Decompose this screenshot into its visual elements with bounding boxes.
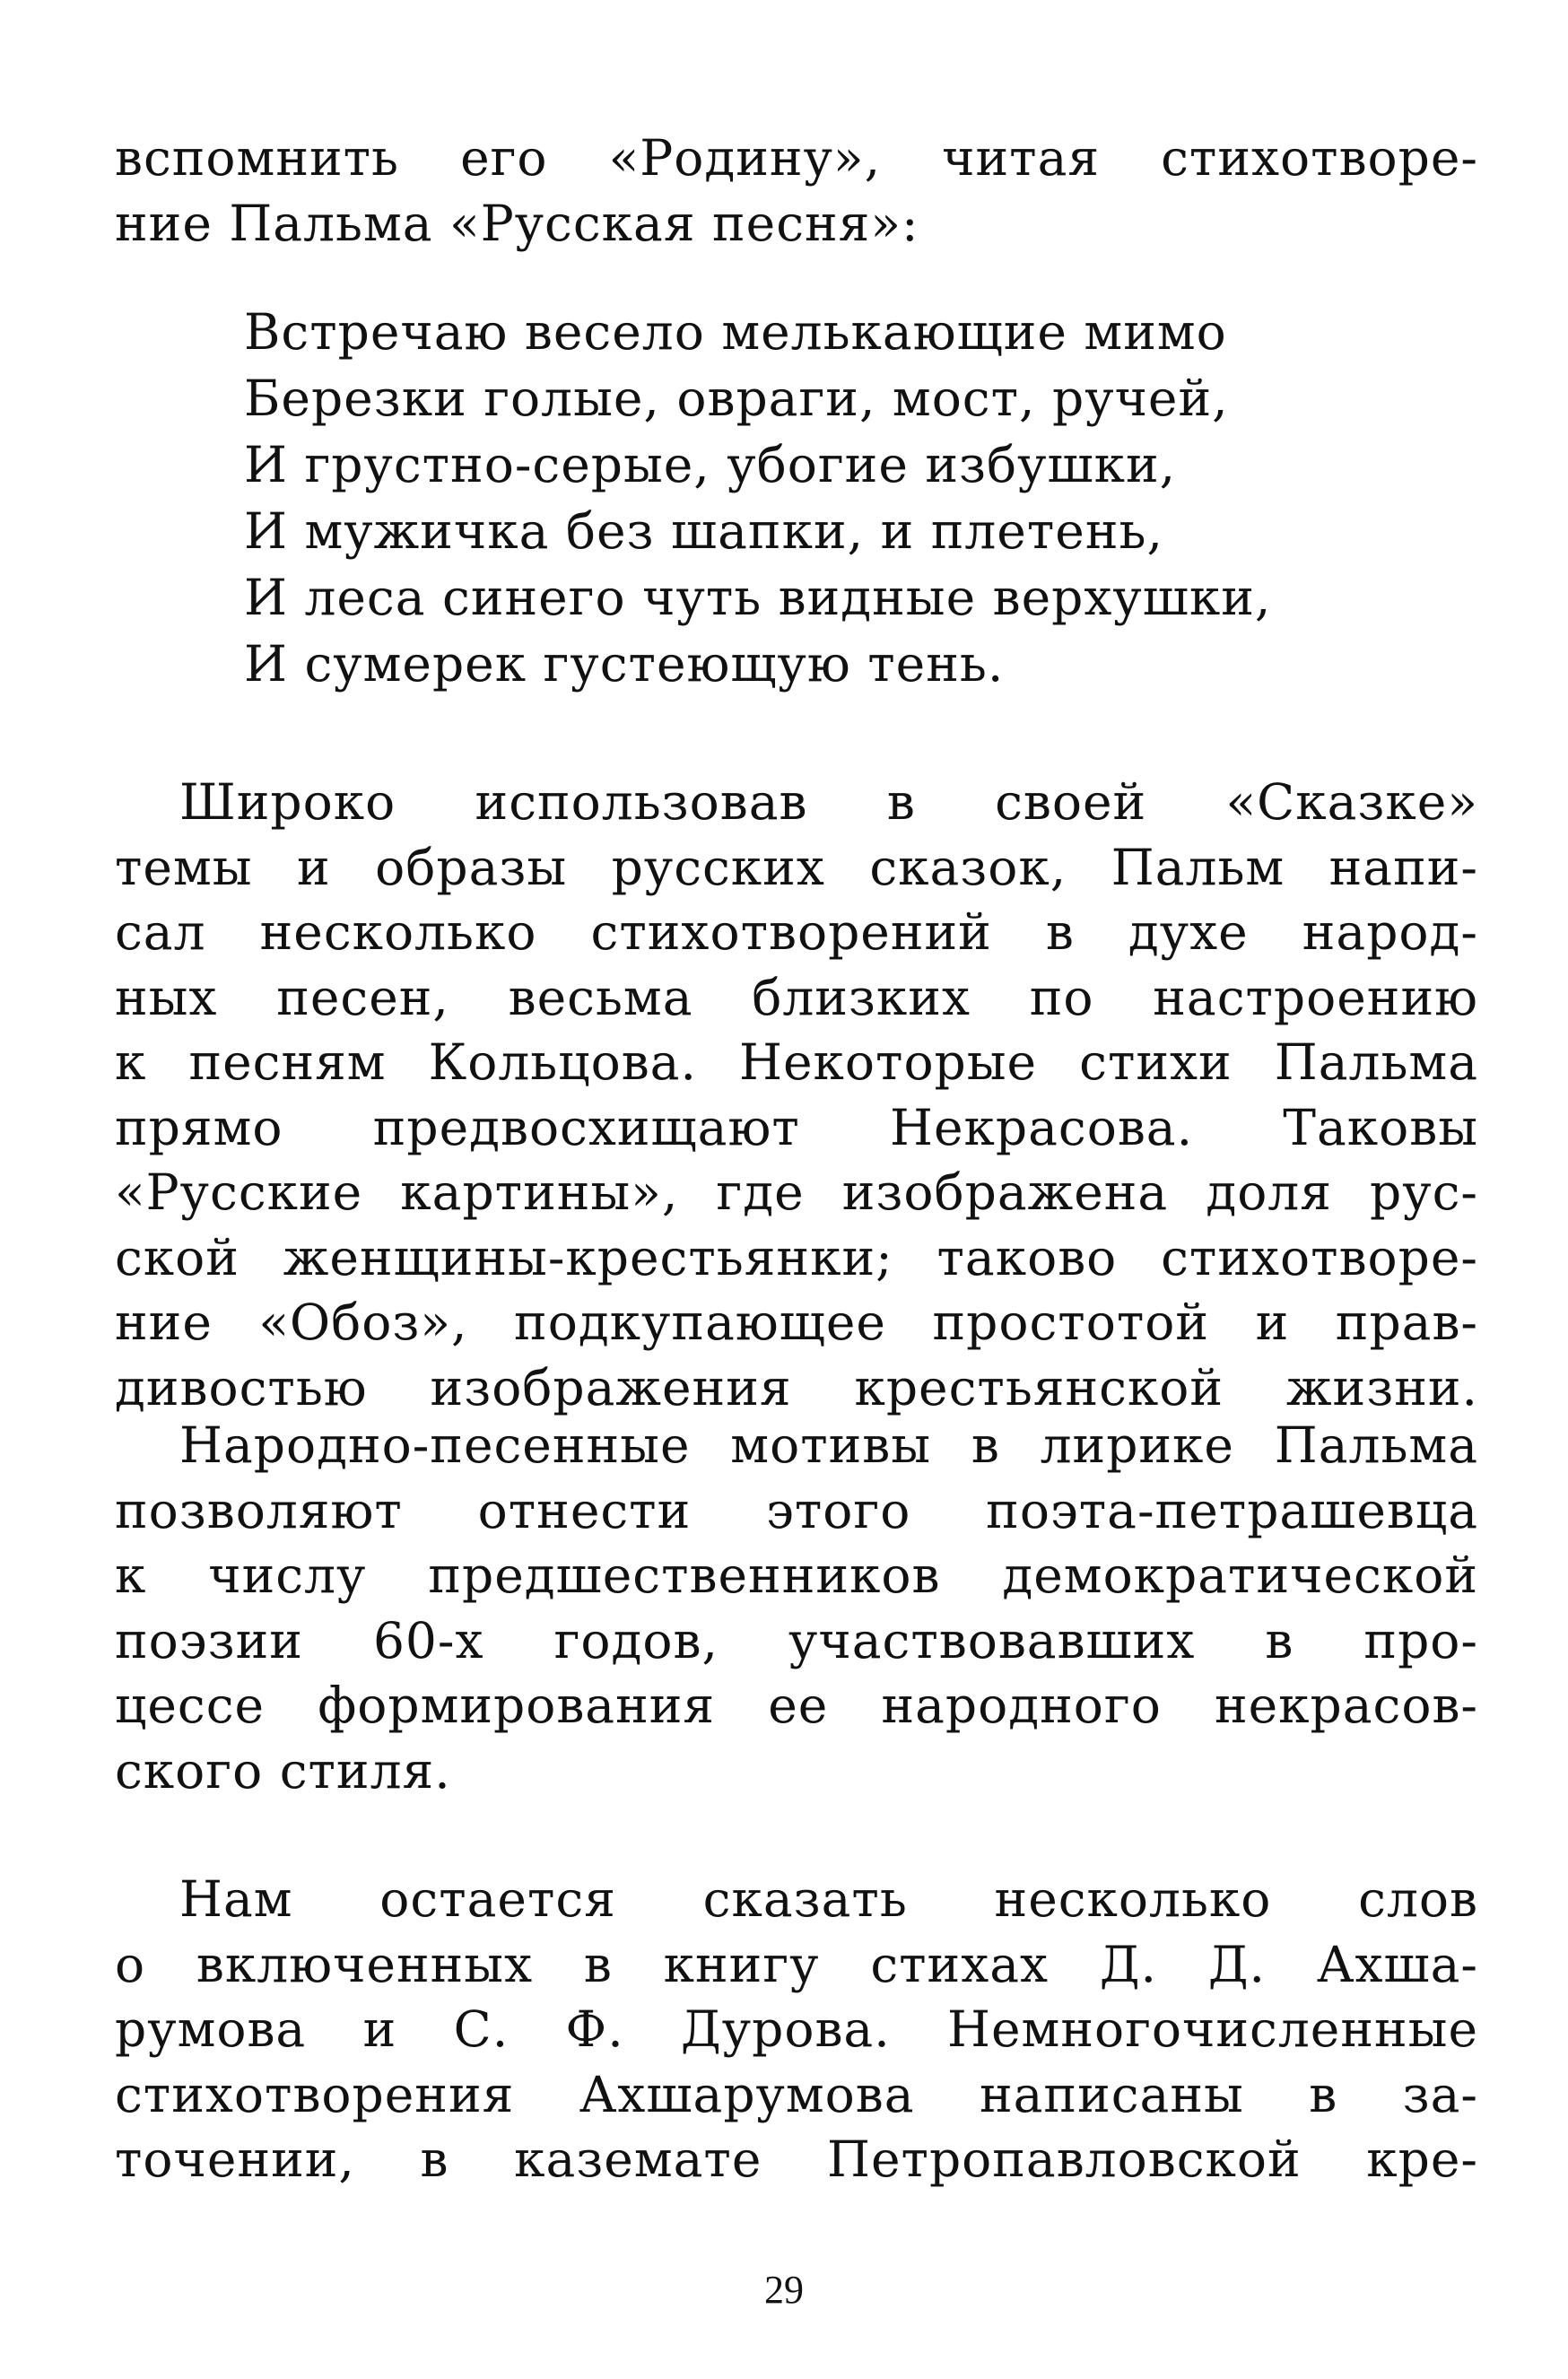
- text-line: к песням Кольцова. Некоторые стихи Пальма: [115, 1033, 1478, 1091]
- text-line: стихотворения Ахшарумова написаны в за-: [115, 2065, 1478, 2123]
- text-line: ных песен, весьма близких по настроению: [115, 968, 1478, 1026]
- paragraph-akhsharumov-durov: [115, 1867, 1478, 2192]
- text-line: румова и С. Ф. Дурова. Немногочисленные: [115, 2000, 1478, 2058]
- poem-line: И сумерек густеющую тень.: [244, 635, 1005, 693]
- text-line: ние «Обоз», подкупающее простотой и прав-: [115, 1294, 1478, 1351]
- text-line: цессе формирования ее народного некрасов-: [115, 1677, 1478, 1734]
- text-line: Народно-песенные мотивы в лирике Пальма: [179, 1416, 1478, 1474]
- poem-line: И мужичка без шапки, и плетень,: [244, 502, 1163, 560]
- poem-line: Березки голые, овраги, мост, ручей,: [244, 370, 1229, 427]
- text-line: ской женщины-крестьянки; таково стихотворе-: [115, 1228, 1478, 1286]
- text-line: сал несколько стихотворений в духе народ-: [115, 903, 1478, 961]
- text-line: о включенных в книгу стихах Д. Д. Ахша-: [115, 1935, 1478, 1993]
- poem-line: И грустно-серые, убогие избушки,: [244, 436, 1177, 493]
- text-line: дивостью изображения крестьянской жизни.: [115, 1358, 1478, 1416]
- paragraph-folk-motifs: [115, 1413, 1478, 1803]
- poem-line: И леса синего чуть видные верхушки,: [244, 569, 1272, 626]
- text-line: прямо предвосхищают Некрасова. Таковы: [115, 1098, 1478, 1156]
- poem-quote: [244, 299, 1473, 697]
- text-line: точении, в каземате Петропавловской кре-: [115, 2131, 1478, 2188]
- poem-line: Встречаю весело мелькающие мимо: [244, 303, 1227, 361]
- text-line: «Русские картины», где изображена доля рус-: [115, 1163, 1478, 1221]
- text-line: к числу предшественников демократической: [115, 1547, 1478, 1604]
- text-line: Широко использовав в своей «Сказке»: [179, 773, 1478, 831]
- text-line: позволяют отнести этого поэта-петрашевца: [115, 1481, 1478, 1539]
- page-number: 29: [764, 2268, 804, 2312]
- text-line: вспомнить его «Родину», читая стихотворе-: [115, 129, 1478, 187]
- paragraph-palm-folk-songs: [115, 770, 1478, 1420]
- text-line: поэзии 60-х годов, участвовавших в про-: [115, 1611, 1478, 1669]
- text-line: ние Пальма «Русская песня»:: [115, 194, 919, 252]
- intro-paragraph: [115, 126, 1478, 256]
- text-line: ского стиля.: [115, 1741, 451, 1800]
- text-line: Нам остается сказать несколько слов: [179, 1870, 1478, 1928]
- text-line: темы и образы русских сказок, Пальм напи-: [115, 838, 1478, 896]
